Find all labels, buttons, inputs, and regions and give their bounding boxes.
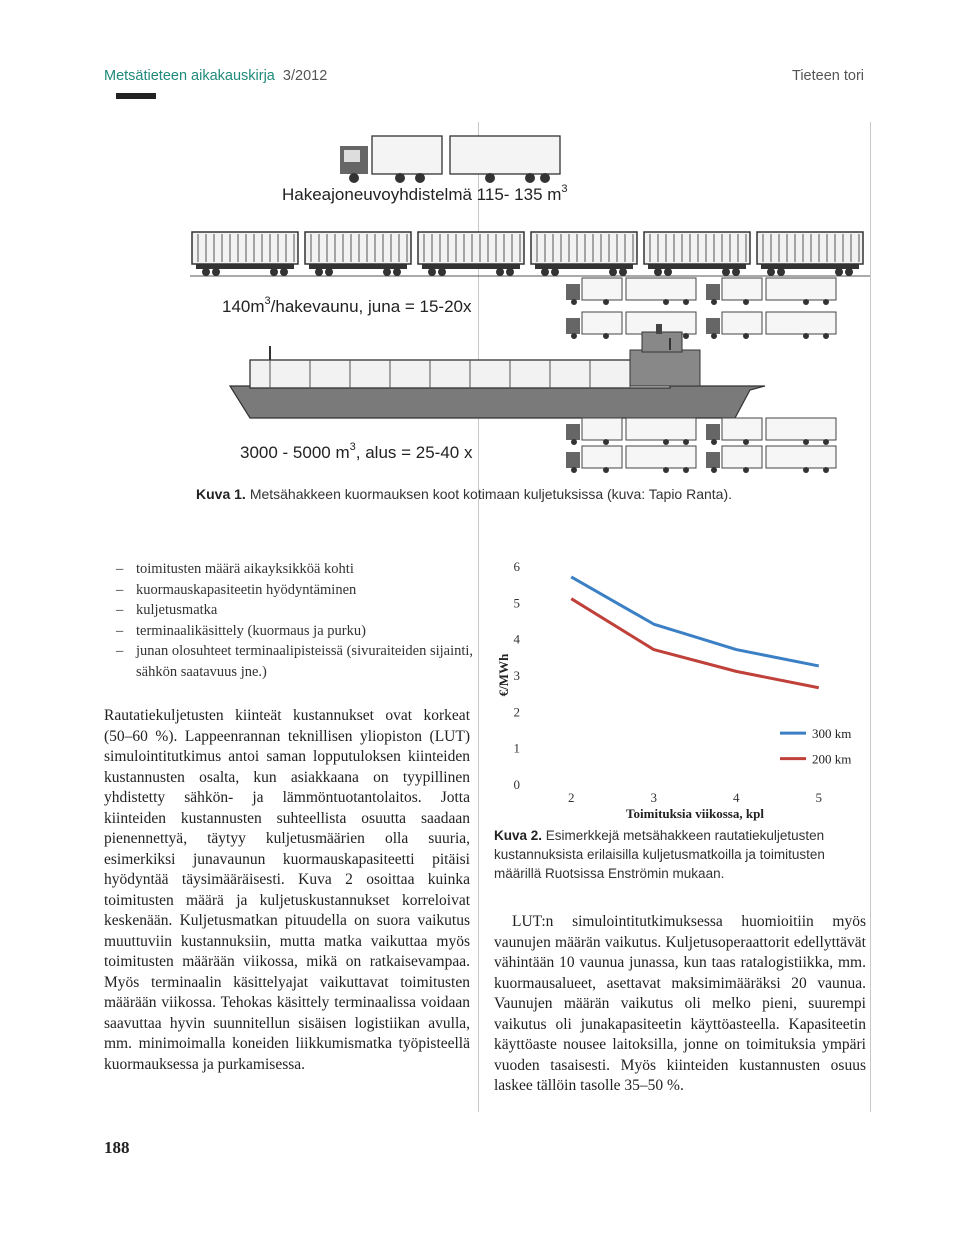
bullet-item: – terminaalikäsittely (kuormaus ja purku) (116, 621, 486, 642)
figure2-caption-label: Kuva 2. (494, 828, 543, 843)
truck-image (706, 418, 836, 445)
y-axis-title: €/MWh (496, 653, 511, 697)
figure1-illustration (190, 128, 870, 478)
ship-capacity-label: 3000 - 5000 $m^3$, alus = 25-40 x (240, 441, 473, 462)
legend-label: 300 km (812, 726, 852, 742)
journal-issue: 3/2012 (282, 68, 328, 84)
figure1-caption-text: Metsähakkeen kuormauksen koot kotimaan kuljetuksissa (kuva: Tapio Ranta). (249, 486, 733, 502)
truck-image (706, 278, 836, 305)
series-line-200km (571, 599, 819, 688)
left-paragraph: Rautatiekuljetusten kiinteät kustannukset ovat korkeat (50–60 %). Lappeenrannan teknillisen yliopiston (LUT) simulointitutkimus antoi saman lopputuloksen kiinteiden kustannusten osalta, kun asiakkaana on tyypillinen yhdistetty sähkön- ja lämmöntuotantolaitos. Jotta kiinteiden kustannusten suhteellista osuutta saadaan pienennettyä, täytyy kuljetusmäärien olla suuria, esimerkiksi junavaunun kuormauskapasiteetti pitäisi hyödyntää täysimääräisesti. Kuva 2 osoittaa kuinka toimitusten määrä ja kuljetuskustannukset korreloivat keskenään. Kuljetusmatkan pituudella on suora vaikutus muuttuviin kustannuksiin, mutta matka vaikuttaa myös toimitusten määrään viikossa, mikä on ratkaisevampaa. Myös terminaalin käsittelyajat vaikuttavat toimitusten määrään viikossa. Tehokas käsittely terminaalissa voidaan saavuttaa hyvin suunnitellun sisäisen logistiikan avulla, mm. minimoimalla koneiden liikkumismatka työpisteellä kuormauksessa ja purkamisessa. (104, 707, 470, 1073)
x-tick-label: 5 (815, 790, 822, 805)
right-margin-rule (870, 122, 871, 1112)
y-tick-label: 3 (513, 668, 520, 683)
bullet-item: – kuljetusmatka (116, 600, 486, 621)
y-tick-label: 0 (513, 777, 520, 792)
rail-wagon-image (644, 232, 750, 276)
x-tick-label: 3 (650, 790, 657, 805)
bullet-list (116, 559, 486, 682)
x-axis-title: Toimituksia viikossa, kpl (626, 806, 764, 821)
y-tick-label: 2 (513, 704, 520, 720)
legend-label: 200 km (812, 751, 852, 767)
rail-wagon-image (531, 232, 637, 276)
y-tick-label: 5 (513, 595, 520, 611)
y-tick-label: 4 (513, 631, 520, 647)
truck-image (706, 446, 836, 473)
figure2-chart (490, 552, 870, 822)
truck-image (566, 278, 696, 305)
y-tick-label: 6 (513, 559, 520, 574)
header-bar (116, 93, 156, 99)
truck-image (566, 446, 696, 473)
journal-title (104, 68, 327, 84)
truck-combination-image (340, 136, 560, 183)
rail-wagon-image (192, 232, 298, 276)
figure1-caption (196, 486, 732, 502)
truck-capacity-label: Hakeajoneuvoyhdistelmä 115- 135 $m^3$ (282, 183, 568, 204)
y-tick-label: 1 (513, 740, 520, 756)
figure2-caption (494, 826, 870, 883)
page-number: 188 (104, 1138, 130, 1157)
bullet-item: – kuormauskapasiteetin hyödyntäminen (116, 580, 486, 601)
figure2-caption-text: Esimerkkejä metsähakkeen rautatiekuljetusten kustannuksista erilaisilla kuljetusmatkoilla ja toimitusten määrillä Ruotsissa Enströmin mukaan. (494, 828, 825, 881)
bullet-item: – junan olosuhteet terminaalipisteissä (sivuraiteiden sijainti, sähkön saatavuus jne.) (116, 641, 486, 682)
section-title: Tieteen tori (792, 68, 864, 84)
truck-image (706, 312, 836, 339)
right-paragraph: LUT:n simulointitutkimuksessa huomioitiin myös vaunujen määrän vaikutus. Kuljetusoperaattorit edellyttävät vähintään 10 vaunua junassa, kun taas ratalogistiikka, mm. kuormausalueet, asettavat maksimimääräksi 20 vaunua. Vaunujen määrän vaikutus oli melko pieni, suurempi vaikutus oli junakapasiteetin käyttöasteella. Kapasiteetin käyttöaste nousee laitoksilla, jonne on toimituksia ympäri vuoden tasaisesti. Myös kiinteiden kustannusten osuus laskee tällöin tasolle 35–50 %. (494, 913, 866, 1094)
bullet-item: – toimitusten määrä aikayksikköä kohti (116, 559, 486, 580)
rail-wagon-image (757, 232, 863, 276)
x-tick-label: 4 (733, 790, 740, 805)
wagon-capacity-label: $140m^3$/hakevaunu, juna = 15-20x (222, 295, 472, 316)
truck-image (566, 418, 696, 445)
x-tick-label: 2 (568, 790, 575, 805)
rail-wagon-image (305, 232, 411, 276)
rail-wagon-image (418, 232, 524, 276)
figure1-caption-label: Kuva 1. (196, 486, 246, 502)
journal-name: Metsätieteen aikakauskirja (104, 68, 275, 84)
